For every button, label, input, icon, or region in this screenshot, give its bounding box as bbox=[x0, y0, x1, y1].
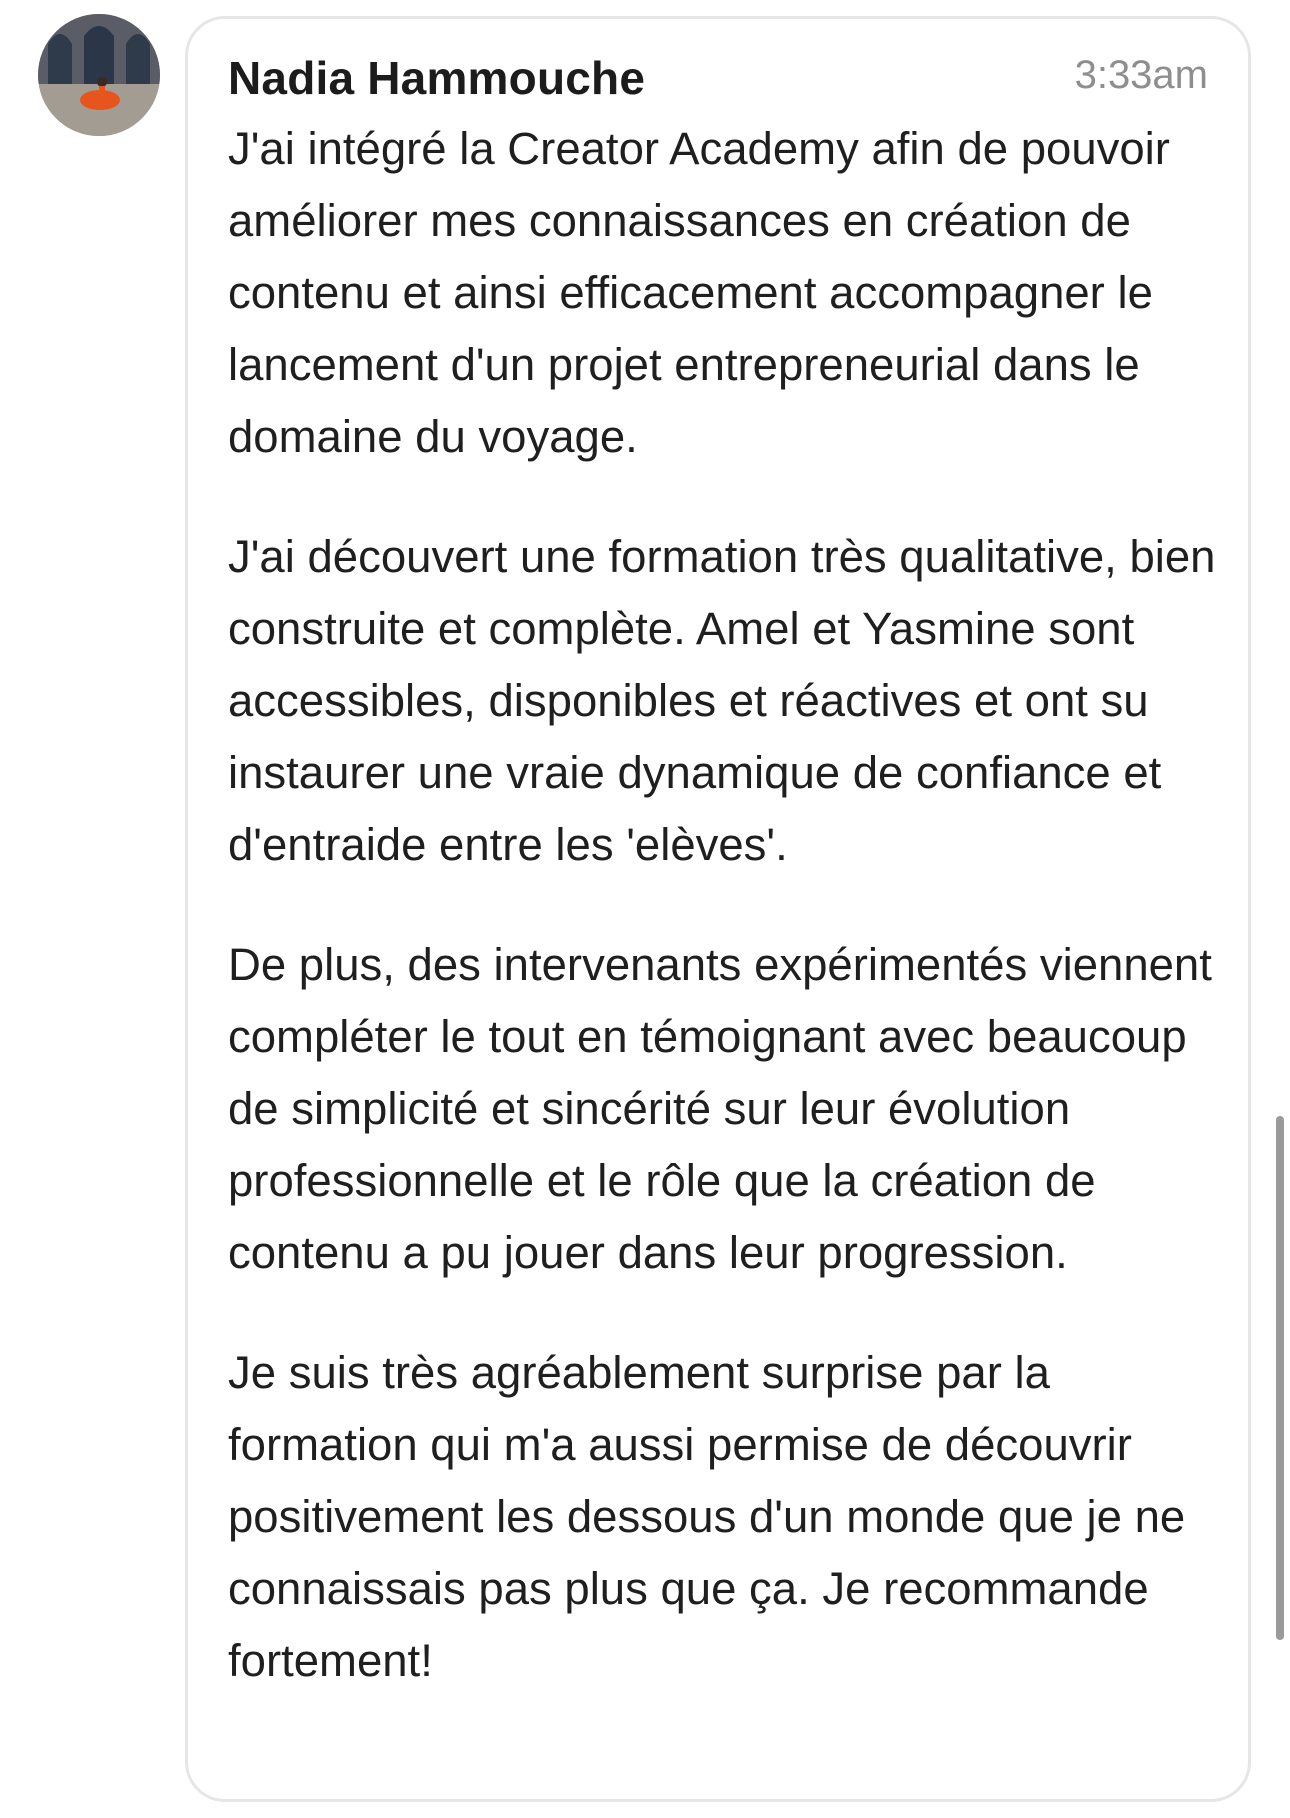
author-name[interactable]: Nadia Hammouche bbox=[228, 52, 646, 104]
message-paragraph: De plus, des intervenants expérimentés viennent compléter le tout en témoignant avec beaucoup de simplicité et sincérité sur leur évolution professionnelle et le rôle que la création de contenu a pu jouer dans leur progression. bbox=[228, 939, 1212, 1278]
message-body bbox=[228, 113, 1218, 1697]
avatar-photo-icon bbox=[38, 14, 160, 136]
message-bubble bbox=[185, 16, 1251, 1802]
message-paragraph: J'ai intégré la Creator Academy afin de pouvoir améliorer mes connaissances en création de contenu et ainsi efficacement accompagner le lancement d'un projet entrepreneurial dans le domaine du voyage. bbox=[228, 123, 1170, 462]
scrollbar-thumb[interactable] bbox=[1276, 1116, 1284, 1640]
message-paragraph: Je suis très agréablement surprise par la formation qui m'a aussi permise de découvrir positivement les dessous d'un monde que je ne connaissais pas plus que ça. Je recommande fortement! bbox=[228, 1347, 1186, 1686]
message-paragraph: J'ai découvert une formation très qualitative, bien construite et complète. Amel et Yasmine sont accessibles, disponibles et réactives et ont su instaurer une vraie dynamique de confiance et d'entraide entre les 'elèves'. bbox=[228, 531, 1216, 870]
avatar[interactable] bbox=[38, 14, 160, 136]
message-time: 3:33am bbox=[1074, 53, 1208, 97]
